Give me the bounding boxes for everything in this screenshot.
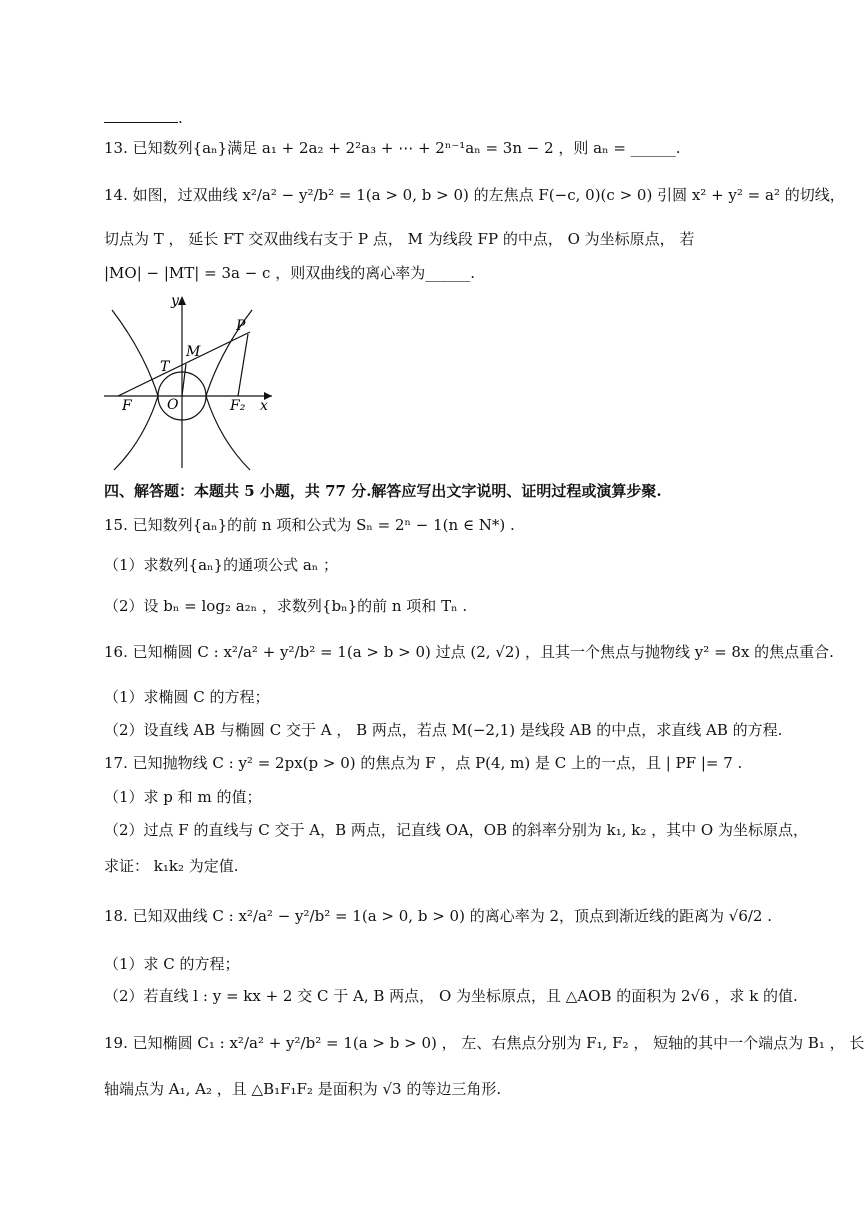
question-18: 18. 已知双曲线 C : x²/a² − y²/b² = 1(a > 0, b > 0) 的离心率为 2，顶点到渐近线的距离为 √6/2 .: [104, 907, 773, 925]
y-axis-arrow: [178, 296, 186, 305]
question-15-part-1: （1）求数列{aₙ}的通项公式 aₙ ；: [104, 556, 339, 574]
question-16-part-2: （2）设直线 AB 与椭圆 C 交于 A ， B 两点，若点 M(−2,1) 是线段 AB 的中点，求直线 AB 的方程.: [104, 721, 783, 739]
label-y: y: [171, 293, 179, 309]
question-14-line-1: 14. 如图，过双曲线 x²/a² − y²/b² = 1(a > 0, b > 0) 的左焦点 F(−c, 0)(c > 0) 引圆 x² + y² = a² 的切线，: [104, 186, 845, 204]
label-T: T: [160, 359, 170, 375]
question-13: 13. 已知数列{aₙ}满足 a₁ + 2a₂ + 2²a₃ + ⋯ + 2ⁿ⁻¹aₙ = 3n − 2 ，则 aₙ = ______.: [104, 139, 681, 157]
question-18-part-1: （1）求 C 的方程；: [104, 955, 240, 973]
question-15: 15. 已知数列{aₙ}的前 n 项和公式为 Sₙ = 2ⁿ − 1(n ∈ N*) .: [104, 516, 515, 534]
question-19-line-1: 19. 已知椭圆 C₁ : x²/a² + y²/b² = 1(a > b > 0) ， 左、右焦点分别为 F₁, F₂ ， 短轴的其中一个端点为 B₁ ， 长: [104, 1034, 865, 1052]
previous-answer-blank: .: [104, 108, 183, 128]
label-P: P: [236, 318, 246, 334]
label-F: F: [122, 398, 132, 414]
question-16-part-1: （1）求椭圆 C 的方程；: [104, 688, 270, 706]
question-17: 17. 已知抛物线 C : y² = 2px(p > 0) 的焦点为 F ，点 P(4, m) 是 C 上的一点，且 | PF |= 7 .: [104, 754, 743, 772]
answer-blank: [104, 108, 178, 123]
hyperbola-figure: [100, 292, 280, 472]
label-M: M: [186, 344, 201, 360]
question-15-part-2: （2）设 bₙ = log₂ a₂ₙ ，求数列{bₙ}的前 n 项和 Tₙ .: [104, 597, 468, 615]
question-17-part-2-line-1: （2）过点 F 的直线与 C 交于 A，B 两点，记直线 OA，OB 的斜率分别为 k₁, k₂ ，其中 O 为坐标原点，: [104, 821, 808, 839]
line-PF2: [238, 334, 248, 396]
question-14-line-2: 切点为 T ， 延长 FT 交双曲线右支于 P 点， M 为线段 FP 的中点， O 为坐标原点， 若: [104, 230, 695, 248]
line-FP: [118, 332, 250, 396]
question-16: 16. 已知椭圆 C : x²/a² + y²/b² = 1(a > b > 0) 过点 (2, √2) ，且其一个焦点与抛物线 y² = 8x 的焦点重合.: [104, 643, 834, 661]
question-19-line-2: 轴端点为 A₁, A₂ ，且 △B₁F₁F₂ 是面积为 √3 的等边三角形.: [104, 1080, 502, 1098]
question-17-part-1: （1）求 p 和 m 的值；: [104, 788, 262, 806]
label-x: x: [260, 398, 268, 414]
question-17-part-2-line-2: 求证： k₁k₂ 为定值.: [104, 857, 239, 875]
hyperbola-left-branch: [112, 310, 158, 470]
question-18-part-2: （2）若直线 l : y = kx + 2 交 C 于 A, B 两点， O 为坐标原点，且 △AOB 的面积为 2√6 ，求 k 的值.: [104, 987, 798, 1005]
line-OM: [182, 364, 186, 396]
question-14-line-3: |MO| − |MT| = 3a − c ，则双曲线的离心率为______.: [104, 264, 475, 282]
label-F2: F₂: [230, 398, 246, 414]
section-4-heading: 四、解答题：本题共 5 小题，共 77 分.解答应写出文字说明、证明过程或演算步聚.: [104, 482, 662, 500]
label-O: O: [167, 397, 179, 413]
